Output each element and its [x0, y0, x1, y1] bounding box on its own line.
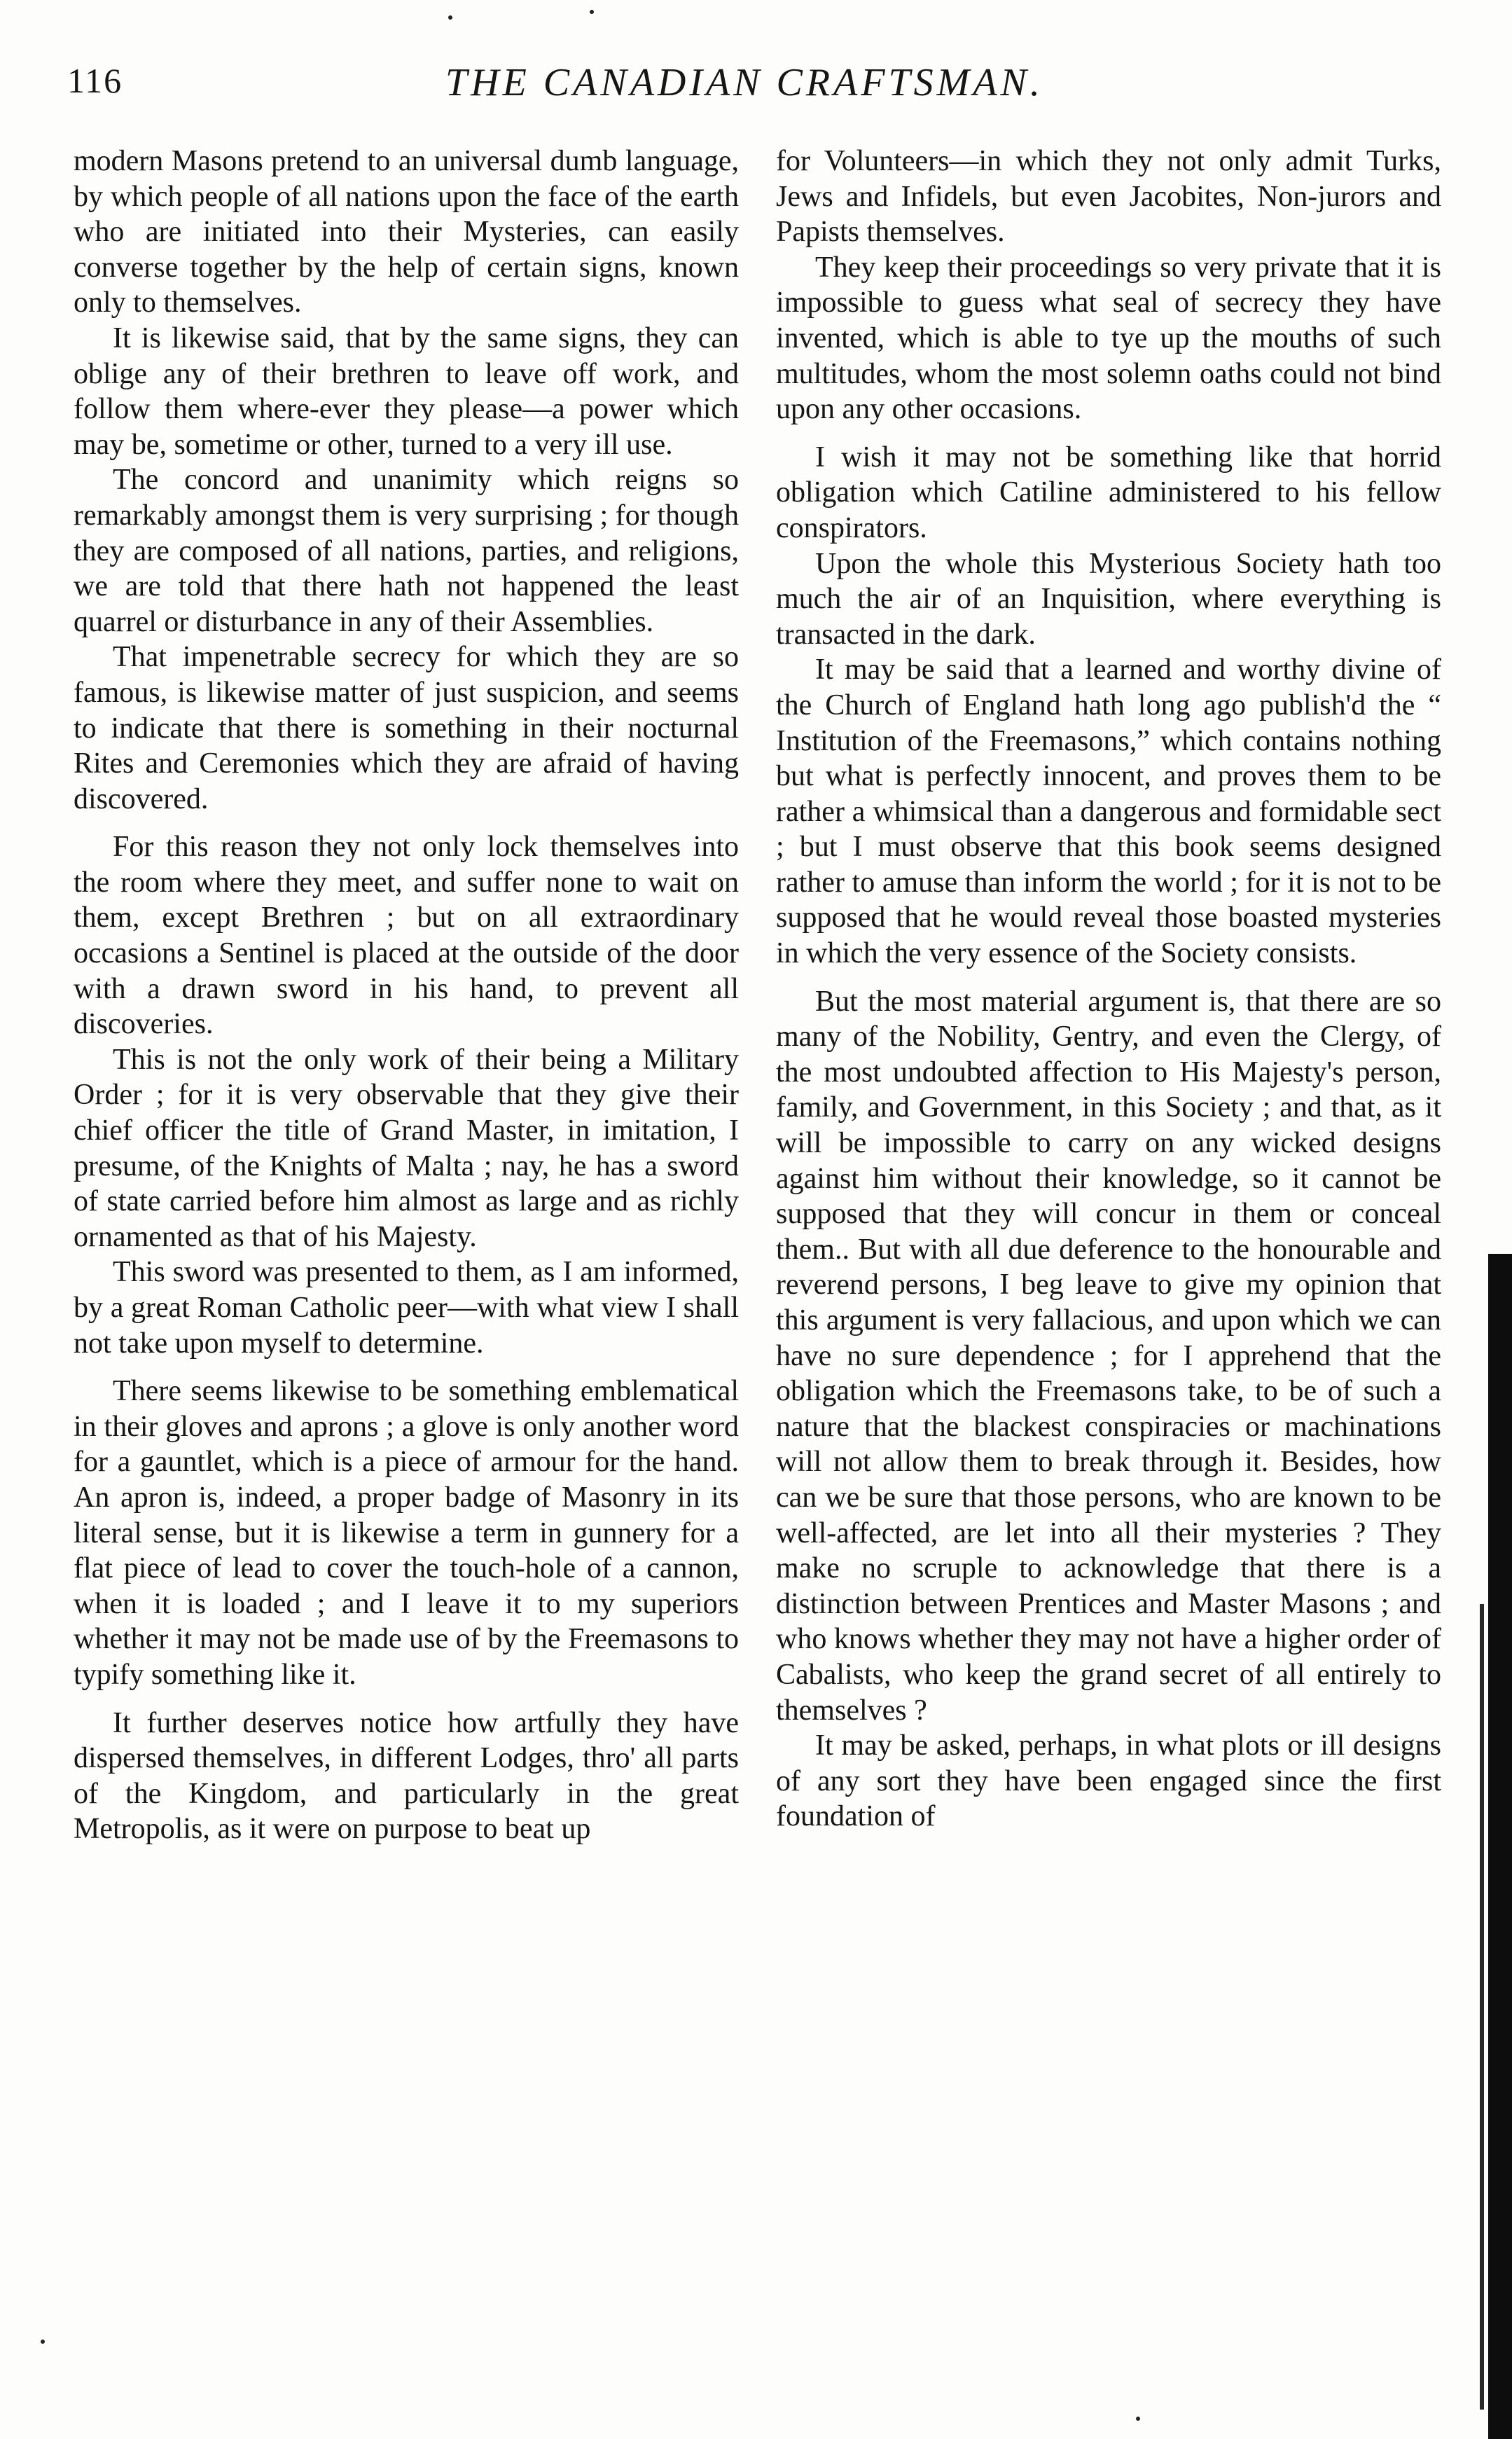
paragraph: I wish it may not be something like that horrid obligation which Catiline administered to his fellow conspirators. — [776, 441, 1441, 544]
scan-speck — [448, 15, 452, 20]
paragraph: It may be asked, perhaps, in what plots or ill designs of any sort they have been engaged since the first foundation of — [776, 1729, 1441, 1833]
journal-title: THE CANADIAN CRAFTSMAN. — [445, 61, 1043, 104]
scan-edge-line — [1480, 1604, 1484, 2410]
paragraph: The concord and unanimity which reigns so remarkably amongst them is very surprising ; for though they are composed of all nations, parties, and religions, we are told that there hath not happened the least quarrel or disturbance in any of their Assemblies. — [74, 464, 739, 638]
paragraph: That impenetrable secrecy for which they are so famous, is likewise matter of just suspicion, and seems to indicate that there is something in their nocturnal Rites and Ceremonies which they are afraid of having discovered. — [74, 641, 739, 815]
paragraph: for Volunteers—in which they not only admit Turks, Jews and Infidels, but even Jacobites, Non-jurors and Papists themselves. — [776, 145, 1441, 249]
scan-speck — [1136, 2417, 1140, 2421]
right-column — [776, 144, 1441, 1835]
scan-speck — [590, 10, 594, 14]
running-head — [67, 60, 1440, 116]
paragraph: modern Masons pretend to an universal dumb language, by which people of all nations upon the face of the earth who are initiated into their Mysteries, can easily converse together by the help of certain signs, known only to themselves. — [74, 145, 739, 319]
page-number: 116 — [67, 61, 123, 100]
paragraph: But the most material argument is, that there are so many of the Nobility, Gentry, and even the Clergy, of the most undoubted affection to His Majesty's person, family, and Government, in this Society ; and that, as it will be impossible to carry on any wicked designs against him without their knowledge, so it cannot be supposed that they will concur in them or conceal them.. But with all due deference to the honourable and reverend persons, I beg leave to give my opinion that this argument is very fallacious, and upon which we can have no sure dependence ; for I apprehend that the obligation which the Freemasons take, to be of such a nature that the blackest conspiracies or machinations will not allow them to break through it. Besides, how can we be sure that those persons, who are known to be well-affected, are let into all their mysteries ? They make no scruple to acknowledge that there is a distinction between Prentices and Master Masons ; and who knows whether they may not have a higher order of Cabalists, who keep the grand secret of all entirely to themselves ? — [776, 985, 1441, 1727]
paragraph: It may be said that a learned and worthy divine of the Church of England hath long ago publish'd the “ Institution of the Freemasons,” which contains nothing but what is perfectly innocent, and proves them to be rather a whimsical than a dangerous and formidable sect ; but I must observe that this book seems designed rather to amuse than inform the world ; for it is not to be supposed that he would reveal those boasted mysteries in which the very essence of the Society consists. — [776, 654, 1441, 970]
scan-speck — [41, 2340, 45, 2344]
paragraph: There seems likewise to be something emblematical in their gloves and aprons ; a glove is only another word for a gauntlet, which is a piece of armour for the hand. An apron is, indeed, a proper badge of Masonry in its literal sense, but it is likewise a term in gunnery for a flat piece of lead to cover the touch-hole of a cannon, when it is loaded ; and I leave it to my superiors whether it may not be made use of by the Freemasons to typify something like it. — [74, 1375, 739, 1691]
paragraph: This is not the only work of their being a Military Order ; for it is very observable that they give their chief officer the title of Grand Master, in imitation, I presume, of the Knights of Malta ; nay, he has a sword of state carried before him almost as large and as richly ornamented as that of his Majesty. — [74, 1043, 739, 1253]
scan-edge-shadow — [1488, 1254, 1512, 2439]
paragraph: This sword was presented to them, as I am informed, by a great Roman Catholic peer—with what view I shall not take upon myself to determine. — [74, 1256, 739, 1360]
paragraph: It is likewise said, that by the same signs, they can oblige any of their brethren to leave off work, and follow them where-ever they please—a power which may be, sometime or other, turned to a very ill use. — [74, 322, 739, 461]
left-column — [74, 144, 739, 1847]
paragraph: It further deserves notice how artfully they have dispersed themselves, in different Lodges, thro' all parts of the Kingdom, and particularly in the great Metropolis, as it were on purpose to beat up — [74, 1706, 739, 1846]
paragraph: For this reason they not only lock themselves into the room where they meet, and suffer none to wait on them, except Brethren ; but on all extraordinary occasions a Sentinel is placed at the outside of the door with a drawn sword in his hand, to prevent all discoveries. — [74, 831, 739, 1041]
paragraph: Upon the whole this Mysterious Society hath too much the air of an Inquisition, where everything is transacted in the dark. — [776, 547, 1441, 651]
paragraph: They keep their proceedings so very private that it is impossible to guess what seal of secrecy they have invented, which is able to tye up the mouths of such multitudes, whom the most solemn oaths could not bind upon any other occasions. — [776, 251, 1441, 426]
